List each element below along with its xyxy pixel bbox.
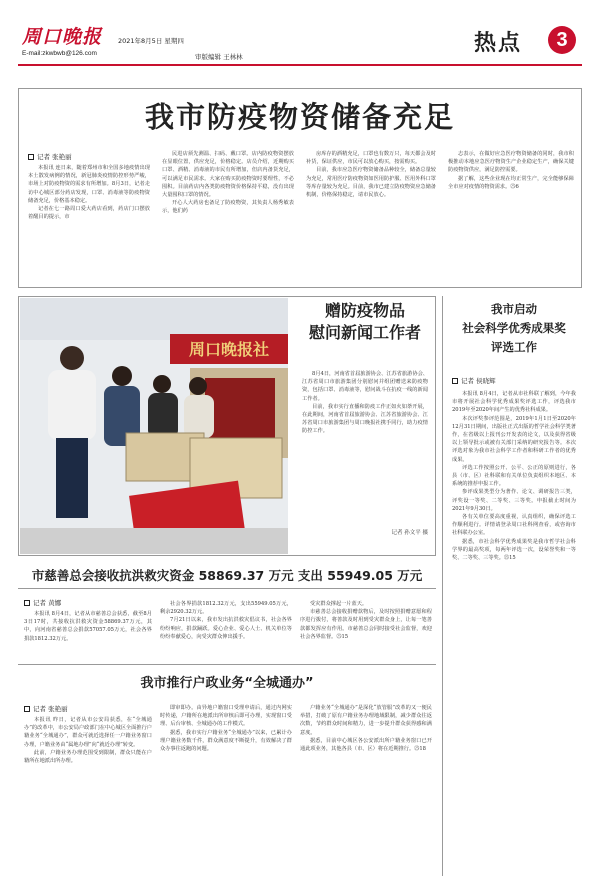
article5-headline-line1: 我市启动 bbox=[491, 302, 537, 316]
article5-divider bbox=[442, 296, 443, 876]
paragraph: 开心人大药房也备足了防疫物资，其负责人杨秀敏表示，他们药 bbox=[162, 200, 294, 215]
article2-photo bbox=[20, 298, 288, 554]
paragraph: 据悉，目前中心城区各公安派出所户籍业务窗口已开通此项业务，其他各县（市、区）将在近期推行。㉕18 bbox=[300, 737, 432, 753]
header-rule bbox=[18, 64, 582, 66]
article2-headline-line1: 赠防疫物品 bbox=[324, 301, 405, 320]
article5-headline-line2: 社会科学优秀成果奖 bbox=[462, 321, 566, 335]
article4-byline bbox=[24, 704, 68, 713]
paragraph: 各有关单位要高度重视，认真组织，确保评选工作顺利进行。详情请登录周口社科网查看，或咨询市社科联办公室。 bbox=[452, 514, 576, 537]
article3-col3: 受灾群众撑起一片蓝天。 市慈善总会接收捐赠款物后，及时按照捐赠意愿和程序进行拨付，将善款及时用到受灾群众身上，让每一笔善款都发挥应有作用。市慈善总会同时接受社会监督，欢迎社会各界监督。㉕15 bbox=[300, 601, 432, 640]
paragraph: 记者在七一路周口爱大药店看到，药店门口摆放着醒目的提示，市 bbox=[28, 206, 150, 221]
article4-col3: 户籍业务“全城通办”是深化“放管服”改革的又一便民举措，打破了原有户籍业务办理地域限制，减少群众往返次数，节约群众时间和精力，进一步提升群众获得感和满意度。 据悉，目前中心城区各公安派出所户籍业务窗口已开通此项业务，其他各县（市、区）将在近期推行。㉕18 bbox=[300, 705, 432, 753]
byline-square-icon bbox=[24, 600, 30, 606]
article2-headline-line2: 慰问新闻工作者 bbox=[308, 323, 421, 342]
masthead-logo: 周口晚报 bbox=[22, 26, 103, 48]
paragraph: 据了解，这些企业现在均正常生产，完全能够保障全市应对疫情的物资需求。㉕6 bbox=[448, 175, 574, 190]
byline-square-icon bbox=[452, 378, 458, 384]
article1-col2: 民进店须先测温、扫码、戴口罩。店内防疫物资摆放在显眼位置，供应充足，价格稳定。店员介绍，近期购买口罩、酒精、消毒液的市民有所增加，但店内备货充足，可以满足市民需求。大家在购买防疫物资时要理性，不必囤积。目前药店内各类防疫物资价格保持平稳，没有出现大量囤积口罩的情况。 开心人大药房也备足了防疫物资，其负责人杨秀敏表示，他们药 bbox=[162, 151, 294, 215]
byline-square-icon bbox=[28, 154, 34, 160]
article4-col1: 本报讯 昨日，记者从市公安局获悉，在“全城通办”的改革中，市公安局户政部门在中心城区全面推行户籍业务“全城通办”，群众可就近选择任一户籍业务窗口办理，户籍业务由“属地办理”向“就近办理”转变。 此前，户籍业务办理范围受到限制，群众只能在户籍所在地派出所办理。 bbox=[24, 717, 152, 765]
byline-square-icon bbox=[24, 706, 30, 712]
article4-byline-text: 记者 张艳丽 bbox=[33, 705, 68, 713]
paragraph: 此前，户籍业务办理范围受到限制，群众只能在户籍所在地派出所办理。 bbox=[24, 749, 152, 765]
article3-rule bbox=[18, 588, 436, 589]
article3-headline: 市慈善总会接收抗洪救灾资金 58869.37 万元 支出 55949.05 万元 bbox=[31, 568, 423, 583]
article1-byline bbox=[28, 152, 72, 161]
editors: 审版编辑 王林林 bbox=[195, 53, 243, 61]
paragraph: 评选工作按照公开、公平、公正的原则进行，各县（市、区）社科联和有关单位负责组织本地区、本系统的推荐申报工作。 bbox=[452, 464, 576, 488]
paragraph: 目前，我市应急医疗物资储备品种较全，储备总量较为充足，常用医疗防疫物资如医用防护服、医用外科口罩等库存量较为充足。目前，我市已建立防疫物资应急储备机制，价格保持稳定，请市民放心。 bbox=[306, 167, 436, 199]
article4-rule bbox=[18, 664, 436, 665]
paragraph: 本次评奖参评范围是，2019年1月1日至2020年12月31日期间，出版社正式出版的哲学社会科学类著作，在省级以上报刊公开发表的论文，以及获得省级以上领导批示或被有关部门采纳的研究报告等。本次评选对象为我市社会科学工作者和科研工作者的优秀成果。 bbox=[452, 415, 576, 463]
article3-col1: 本报讯 8月4日，记者从市慈善总会获悉，截至8月3日17时，共接收抗洪救灾资金58869.37万元，其中，向河南省慈善总会捐款57057.05万元，社会各界捐款1812.32万元。 bbox=[24, 611, 152, 642]
article4-col2: 即审即办。由异地户籍窗口受理申请后，通过内网实时传递，户籍所在地派出所审核后即可办理，实现窗口受理、后台审核、全城通办的工作模式。 据悉，我市实行户籍业务“全城通办”以来，已累计办理户籍业务数千件，群众满意度不断提升，有效解决了群众办事往返跑的问题。 bbox=[160, 705, 292, 753]
article4-headline: 我市推行户政业务“全城通办” bbox=[140, 676, 314, 691]
article1-col3: 房库存的酒精充足，口罩也有数万只，每天都会及时补货，保证供应，市民可以放心购买，按需购买。 目前，我市应急医疗物资储备品种较全，储备总量较为充足，常用医疗防疫物资如医用防护服、医用外科口罩等库存量较为充足。目前，我市已建立防疫物资应急储备机制，价格保持稳定，请市民放心。 bbox=[306, 151, 436, 199]
section-name: 热点 bbox=[474, 30, 523, 56]
article5-headline-line3: 评选工作 bbox=[491, 340, 537, 354]
article1-headline: 我市防疫物资储备充足 bbox=[144, 100, 455, 134]
banner-text: 周口晚报社 bbox=[188, 340, 270, 359]
article3-col2: 社会各界捐款1812.32万元，支出55949.05万元，剩余2920.32万元。 7月21日以来，我市发出抗洪救灾倡议书，社会各界纷纷响应，捐款踊跃。爱心企业、爱心人士、机关单位等纷纷奉献爱心，向受灾群众伸出援手。 bbox=[160, 601, 292, 640]
article1-col4: 志表示，在做好应急医疗物资储备的同时，我市积极推动本地应急医疗物资生产企业稳定生产，确保关键防疫物资供应，满足防控需要。 据了解，这些企业现在均正常生产，完全能够保障全市应对疫情的物资需求。㉕6 bbox=[448, 151, 574, 190]
article2-body: 8月4日，河南省首届旅游协会、江苏省旅游协会、江苏省周口市旅游集团分别慰问并组团赠送来防疫物资，包括口罩、消毒液等，慰问战斗在抗疫一线的新闻工作者。 目前，我市实行直播和防疫工作正如火如荼开展，在此期间，河南省首届旅游协会、江苏省旅游协会、江苏省周口市旅游集团与周口晚报社携手同行，助力疫情防控工作。 bbox=[302, 371, 428, 435]
paragraph: 据悉，市社会科学优秀成果奖是我市哲学社会科学界的最高奖项，每两年评选一次，设荣誉奖和一等奖、二等奖、三等奖。㉕15 bbox=[452, 538, 576, 562]
paragraph: 据悉，我市实行户籍业务“全城通办”以来，已累计办理户籍业务数千件，群众满意度不断提升，有效解决了群众办事往返跑的问题。 bbox=[160, 729, 292, 753]
page-number-badge: 3 bbox=[548, 26, 576, 54]
paragraph: 7月21日以来，我市发出抗洪救灾倡议书，社会各界纷纷响应，捐款踊跃。爱心企业、爱心人士、机关单位等纷纷奉献爱心，向受灾群众伸出援手。 bbox=[160, 617, 292, 640]
article2-headline bbox=[302, 300, 428, 344]
article5-byline bbox=[452, 376, 496, 385]
article1-byline-text: 记者 张艳丽 bbox=[37, 153, 72, 161]
article1-col1: 本报讯 连日来，随着郑州市和全国多地疫情出现本土散发病例的情况，新冠肺炎疫情防控形势严峻，市场上对防疫物资的需求有所增加。8月3日，记者走访中心城区部分药店发现，口罩、消毒液等防疫物资储备充足，价格基本稳定。 记者在七一路周口爱大药店看到，药店门口摆放着醒目的提示，市 bbox=[28, 165, 150, 221]
article3-byline bbox=[24, 598, 61, 607]
article5-byline-text: 记者 侯晓辉 bbox=[461, 377, 496, 385]
paragraph: 参评成果类型分为著作、论文、调研报告三类，评奖设一等奖、二等奖、三等奖。申报截止时间为2021年9月30日。 bbox=[452, 489, 576, 512]
article3-byline-text: 记者 黄娜 bbox=[33, 599, 62, 607]
article5-body: 本报讯 8月4日，记者从市社科联了解到，今年我市将开展社会科学优秀成果奖评选工作，评选我市2019年至2020年间产生的优秀社科成果。 本次评奖参评范围是，2019年1月1日至2020年12月31日期间，出版社正式出版的哲学社会科学类著作，在省级以上报刊公开发表的论文，以及获得省级以上领导批示或被有关部门采纳的研究报告等。本次评选对象为我市社会科学工作者和科研工作者的优秀成果。 评选工作按照公开、公平、公正的原则进行，各县（市、区）社科联和有关单位负责组织本地区、本系统的推荐申报工作。 参评成果类型分为著作、论文、调研报告三类，评奖设一等奖、二等奖、三等奖。申报截止时间为2021年9月30日。 各有关单位要高度重视，认真组织，确保评选工作顺利进行。详情请登录周口社科网查看，或咨询市社科联办公室。 据悉，市社会科学优秀成果奖是我市哲学社会科学界的最高奖项，每两年评选一次，设荣誉奖和一等奖、二等奖、三等奖。㉕15 bbox=[452, 391, 576, 562]
paragraph: 市慈善总会接收捐赠款物后，及时按照捐赠意愿和程序进行拨付，将善款及时用到受灾群众身上，让每一笔善款都发挥应有作用。市慈善总会同时接受社会监督，欢迎社会各界监督。㉕15 bbox=[300, 609, 432, 640]
email: E-mail:zkwbwb@126.com bbox=[22, 50, 97, 57]
article5-headline bbox=[446, 300, 582, 357]
article2-author: 记者 孙文平 摄 bbox=[391, 530, 428, 536]
date: 2021年8月5日 星期四 bbox=[118, 37, 184, 45]
paragraph: 目前，我市实行直播和防疫工作正如火如荼开展，在此期间，河南省首届旅游协会、江苏省旅游协会、江苏省周口市旅游集团与周口晚报社携手同行，助力疫情防控工作。 bbox=[302, 403, 428, 435]
